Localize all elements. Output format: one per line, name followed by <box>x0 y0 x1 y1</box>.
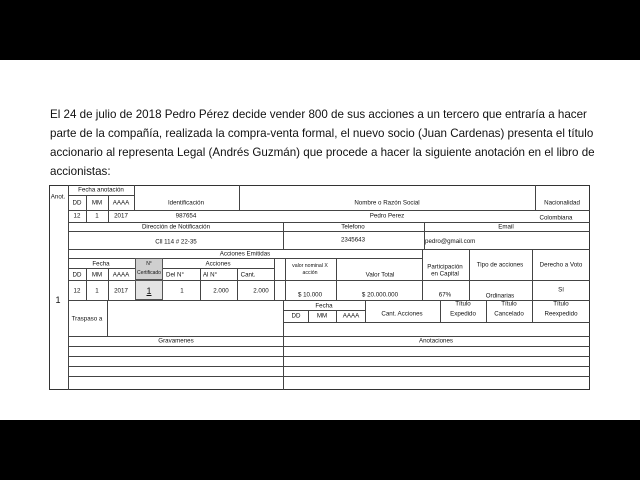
row2-voto: Sí <box>558 286 564 294</box>
derecho-voto-header: Derecho a Voto <box>539 261 583 269</box>
aaaa-header: AAAA <box>112 199 130 207</box>
valor-nominal-header-2: acción <box>302 270 318 276</box>
email-header: Email <box>498 223 514 231</box>
nombre-header: Nombre o Razón Social <box>354 199 420 207</box>
traspaso-dd-header: DD <box>291 312 301 320</box>
anot-number: 1 <box>55 295 61 305</box>
row2-participacion: 67% <box>438 291 452 299</box>
direccion-value: Cll 114 # 22-35 <box>155 238 197 246</box>
titulo-cancelado-header-1: Título <box>501 300 517 308</box>
row2-valor-total: $ 20.000.000 <box>361 291 399 299</box>
row2-cant: 2.000 <box>253 287 269 295</box>
mm-header-2: MM <box>91 271 103 279</box>
fecha-header: Fecha <box>92 260 110 268</box>
email-value: pedro@gmail.com <box>425 238 476 245</box>
slide <box>0 60 640 420</box>
titulo-expedido-header-1: Título <box>455 300 471 308</box>
row2-del: 1 <box>180 287 184 295</box>
acciones-header: Acciones <box>205 260 231 268</box>
del-header: Del N° <box>166 271 184 279</box>
traspaso-fecha-header: Fecha <box>315 302 333 310</box>
anotaciones-header: Anotaciones <box>418 337 454 345</box>
dd-header: DD <box>72 199 82 207</box>
traspaso-label: Traspaso a <box>71 315 103 323</box>
identificacion-header: Identificación <box>167 199 205 207</box>
dd-header-2: DD <box>72 271 82 279</box>
traspaso-mm-header: MM <box>316 312 328 320</box>
row1-nombre: Pedro Perez <box>369 212 405 220</box>
fecha-anotacion-header: Fecha anotación <box>78 186 124 194</box>
gravamenes-header: Gravamenes <box>158 337 194 345</box>
cant-acciones-header: Cant. Acciones <box>381 310 423 318</box>
row2-tipo: Ordinarias <box>485 292 515 300</box>
telefono-value: 2345643 <box>340 236 366 244</box>
acciones-emitidas-header: Acciones Emitidas <box>219 250 271 258</box>
row1-aaaa: 2017 <box>114 212 128 220</box>
participacion-header-1: Participación <box>427 263 463 271</box>
tipo-acciones-header: Tipo de acciones <box>476 261 524 269</box>
participacion-header-2: en Capital <box>431 270 459 278</box>
aaaa-header-2: AAAA <box>112 271 130 279</box>
row1-dd: 12 <box>73 212 81 220</box>
row2-certificado: 1 <box>146 286 152 296</box>
nacionalidad-header: Nacionalidad <box>544 199 580 207</box>
mm-header: MM <box>91 199 103 207</box>
row2-al: 2.000 <box>213 287 229 295</box>
cant-header: Cant. <box>240 271 256 279</box>
al-header: Al N° <box>202 271 218 279</box>
row2-dd: 12 <box>73 287 81 295</box>
direccion-header: Dirección de Notificación <box>141 223 211 231</box>
description-paragraph: El 24 de julio de 2018 Pedro Pérez decide vender 800 de sus acciones a un tercero que entraría a hacer parte de la compañía, realizada la compra-venta formal, el nuevo socio (Juan Cardenas) presenta el título accionario al representa Legal (Andrés Guzmán) que procede a hacer la siguiente anotación en el libro de accionistas: <box>50 108 595 178</box>
valor-nominal-header-1: valor nominal X <box>292 263 328 269</box>
row1-mm: 1 <box>95 212 99 220</box>
titulo-reexpedido-header-1: Título <box>553 300 569 308</box>
row2-valor-nominal: $ 10.000 <box>297 291 323 299</box>
certificado-header-2: Certificado <box>137 270 161 276</box>
titulo-expedido-header-2: Expedido <box>450 310 476 318</box>
row1-id: 987654 <box>175 212 197 220</box>
accionistas-table <box>49 185 590 390</box>
row2-mm: 1 <box>95 287 99 295</box>
certificado-header-1: N° <box>146 261 152 267</box>
traspaso-aaaa-header: AAAA <box>342 312 360 320</box>
row2-aaaa: 2017 <box>114 287 128 295</box>
titulo-reexpedido-header-2: Reexpedido <box>544 310 578 318</box>
titulo-cancelado-header-2: Cancelado <box>494 310 524 318</box>
anot-header: Anot. <box>50 193 66 201</box>
valor-total-header: Valor Total <box>365 271 395 279</box>
row1-nacionalidad: Colombiana <box>539 214 573 222</box>
telefono-header: Telefono <box>341 223 365 231</box>
